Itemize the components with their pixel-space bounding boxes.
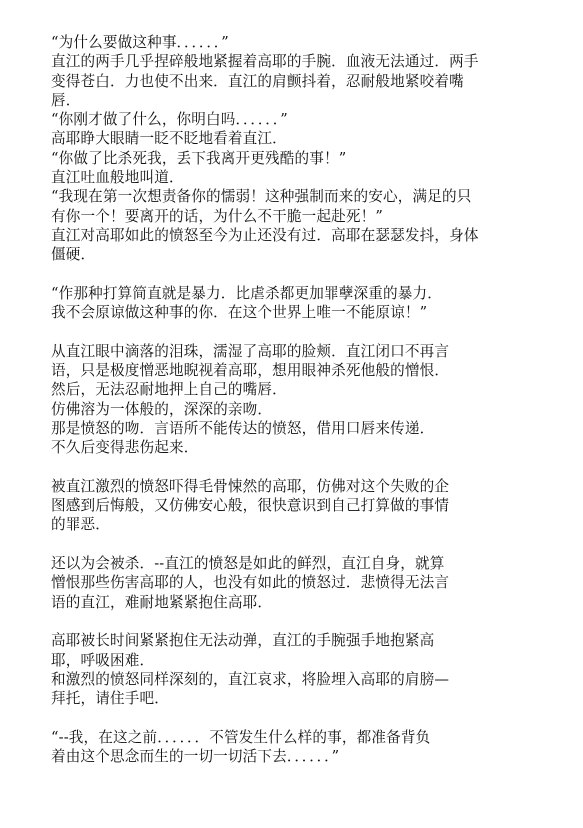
- text-line: “我现在第一次想责备你的懦弱！这种强制而来的安心，满足的只: [51, 188, 472, 206]
- text-line: 耶，呼吸困难．: [51, 651, 155, 669]
- text-line: 图感到后悔般，又仿佛安心般，很快意识到自己打算做的事情: [51, 497, 450, 515]
- text-line: 不久后变得悲伤起来．: [51, 439, 199, 457]
- text-line: “为什么要做这种事．．．．．．”: [51, 34, 229, 51]
- text-line: 那是愤怒的吻．言语所不能传达的愤怒，借用口唇来传递．: [51, 419, 435, 437]
- text-line: 高耶被长时间紧紧抱住无法动弹，直江的手腕强手地抱紧高: [51, 632, 435, 650]
- text-line: 然后，无法忍耐地押上自己的嘴唇．: [51, 381, 287, 399]
- text-line: 有你一个！要离开的话，为什么不干脆一起赴死！”: [51, 207, 383, 225]
- text-line: 僵硬．: [51, 246, 96, 264]
- document-body: [51, 33, 529, 766]
- paragraph-gap: [51, 708, 529, 727]
- text-line: 我不会原谅做这种事的你．在这个世界上唯一不能原谅！”: [51, 304, 428, 322]
- text-line: “--我，在这之前．．．．．．不管发生什么样的事，都准备背负: [51, 728, 431, 746]
- text-line: 拜托，请住手吧．: [51, 690, 169, 708]
- text-line: 唇．: [51, 91, 81, 109]
- text-line: 从直江眼中滴落的泪珠，濡湿了高耶的脸颊．直江闭口不再言: [51, 342, 450, 360]
- paragraph-gap: [51, 458, 529, 477]
- text-line: 直江的两手几乎捏碎般地紧握着高耶的手腕．血液无法通过．两手: [51, 53, 479, 71]
- text-line: 还以为会被杀．--直江的愤怒是如此的鲜烈，直江自身，就算: [51, 555, 445, 573]
- text-line: 语的直江，难耐地紧紧抱住高耶．: [51, 593, 273, 611]
- text-line: 着由这个思念而生的一切一切活下去．．．．．．”: [51, 747, 340, 765]
- text-line: “你做了比杀死我，丢下我离开更残酷的事！”: [51, 149, 347, 167]
- paragraph-gap: [51, 265, 529, 284]
- text-line: 高耶睁大眼睛一眨不眨地看着直江．: [51, 130, 287, 148]
- text-line: 语，只是极度憎恶地睨视着高耶，想用眼神杀死他般的憎恨．: [51, 362, 450, 380]
- text-line: 和激烈的愤怒同样深刻的，直江哀求，将脸埋入高耶的肩膀—: [51, 670, 450, 688]
- paragraph-gap: [51, 612, 529, 631]
- text-line: 的罪恶．: [51, 516, 110, 534]
- paragraph-gap: [51, 535, 529, 554]
- text-line: 憎恨那些伤害高耶的人，也没有如此的愤怒过．悲愤得无法言: [51, 574, 450, 592]
- text-line: “作那种打算简直就是暴力．比虐杀都更加罪孽深重的暴力．: [51, 284, 442, 302]
- text-line: 直江吐血般地叫道．: [51, 169, 184, 187]
- paragraph-gap: [51, 322, 529, 341]
- text-line: 被直江激烈的愤怒吓得毛骨悚然的高耶，仿佛对这个失败的企: [51, 477, 450, 495]
- text-line: 仿佛溶为一体般的，深深的亲吻．: [51, 400, 273, 418]
- text-line: “你刚才做了什么，你明白吗．．．．．．”: [51, 111, 288, 129]
- text-line: 变得苍白．力也使不出来．直江的肩颤抖着，忍耐般地紧咬着嘴: [51, 72, 464, 90]
- text-line: 直江对高耶如此的愤怒至今为止还没有过．高耶在瑟瑟发抖，身体: [51, 226, 479, 244]
